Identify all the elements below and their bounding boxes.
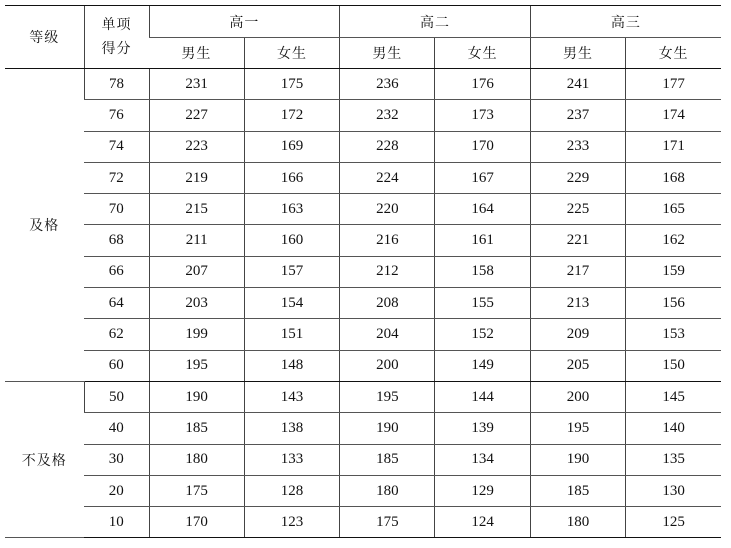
table-row — [5, 162, 721, 193]
value-cell: 209 — [530, 319, 625, 350]
value-cell: 233 — [530, 131, 625, 162]
value-cell: 227 — [149, 100, 244, 131]
header-group-grade3: 高三 — [530, 6, 721, 38]
value-cell: 180 — [530, 507, 625, 538]
score-cell: 64 — [84, 288, 149, 319]
value-cell: 236 — [340, 69, 435, 100]
value-cell: 166 — [244, 162, 339, 193]
value-cell: 138 — [244, 413, 339, 444]
score-cell: 74 — [84, 131, 149, 162]
table-row — [5, 131, 721, 162]
score-cell: 78 — [84, 69, 149, 100]
value-cell: 171 — [626, 131, 721, 162]
value-cell: 123 — [244, 507, 339, 538]
value-cell: 172 — [244, 100, 339, 131]
score-cell: 10 — [84, 507, 149, 538]
header-score-line2: 得分 — [101, 41, 132, 57]
value-cell: 144 — [435, 381, 530, 412]
score-cell: 66 — [84, 256, 149, 287]
value-cell: 130 — [626, 475, 721, 506]
value-cell: 143 — [244, 381, 339, 412]
value-cell: 199 — [149, 319, 244, 350]
value-cell: 176 — [435, 69, 530, 100]
table-row — [5, 319, 721, 350]
header-female: 女生 — [244, 38, 339, 69]
value-cell: 154 — [244, 288, 339, 319]
header-row-groups — [5, 6, 721, 38]
value-cell: 195 — [340, 381, 435, 412]
value-cell: 223 — [149, 131, 244, 162]
score-table — [5, 5, 721, 538]
table-row — [5, 381, 721, 412]
value-cell: 204 — [340, 319, 435, 350]
value-cell: 212 — [340, 256, 435, 287]
header-score — [84, 6, 149, 69]
value-cell: 134 — [435, 444, 530, 475]
table-header — [5, 6, 721, 69]
value-cell: 185 — [149, 413, 244, 444]
table-row — [5, 475, 721, 506]
table-row — [5, 100, 721, 131]
value-cell: 170 — [435, 131, 530, 162]
value-cell: 229 — [530, 162, 625, 193]
value-cell: 205 — [530, 350, 625, 381]
table-row — [5, 194, 721, 225]
value-cell: 215 — [149, 194, 244, 225]
value-cell: 221 — [530, 225, 625, 256]
value-cell: 168 — [626, 162, 721, 193]
table-row — [5, 507, 721, 538]
value-cell: 124 — [435, 507, 530, 538]
value-cell: 211 — [149, 225, 244, 256]
header-male: 男生 — [149, 38, 244, 69]
value-cell: 216 — [340, 225, 435, 256]
value-cell: 225 — [530, 194, 625, 225]
value-cell: 217 — [530, 256, 625, 287]
value-cell: 150 — [626, 350, 721, 381]
value-cell: 125 — [626, 507, 721, 538]
value-cell: 175 — [244, 69, 339, 100]
value-cell: 156 — [626, 288, 721, 319]
value-cell: 169 — [244, 131, 339, 162]
value-cell: 162 — [626, 225, 721, 256]
value-cell: 175 — [149, 475, 244, 506]
score-cell: 62 — [84, 319, 149, 350]
value-cell: 185 — [530, 475, 625, 506]
score-cell: 40 — [84, 413, 149, 444]
value-cell: 165 — [626, 194, 721, 225]
header-female: 女生 — [626, 38, 721, 69]
grade-label: 不及格 — [5, 381, 84, 537]
score-cell: 70 — [84, 194, 149, 225]
value-cell: 158 — [435, 256, 530, 287]
value-cell: 228 — [340, 131, 435, 162]
value-cell: 190 — [149, 381, 244, 412]
value-cell: 151 — [244, 319, 339, 350]
value-cell: 190 — [530, 444, 625, 475]
header-male: 男生 — [530, 38, 625, 69]
score-cell: 30 — [84, 444, 149, 475]
table-row — [5, 444, 721, 475]
score-cell: 76 — [84, 100, 149, 131]
score-cell: 68 — [84, 225, 149, 256]
value-cell: 231 — [149, 69, 244, 100]
value-cell: 185 — [340, 444, 435, 475]
value-cell: 157 — [244, 256, 339, 287]
table-row — [5, 256, 721, 287]
value-cell: 195 — [530, 413, 625, 444]
value-cell: 153 — [626, 319, 721, 350]
value-cell: 224 — [340, 162, 435, 193]
value-cell: 149 — [435, 350, 530, 381]
header-group-grade2: 高二 — [340, 6, 531, 38]
value-cell: 175 — [340, 507, 435, 538]
header-score-line1: 单项 — [101, 17, 132, 33]
table-row — [5, 350, 721, 381]
value-cell: 220 — [340, 194, 435, 225]
value-cell: 155 — [435, 288, 530, 319]
value-cell: 128 — [244, 475, 339, 506]
score-cell: 50 — [84, 381, 149, 412]
value-cell: 219 — [149, 162, 244, 193]
value-cell: 232 — [340, 100, 435, 131]
value-cell: 200 — [340, 350, 435, 381]
score-cell: 72 — [84, 162, 149, 193]
table-row — [5, 413, 721, 444]
value-cell: 161 — [435, 225, 530, 256]
value-cell: 135 — [626, 444, 721, 475]
header-female: 女生 — [435, 38, 530, 69]
value-cell: 207 — [149, 256, 244, 287]
score-cell: 60 — [84, 350, 149, 381]
value-cell: 213 — [530, 288, 625, 319]
table-row — [5, 69, 721, 100]
value-cell: 180 — [340, 475, 435, 506]
value-cell: 170 — [149, 507, 244, 538]
table-row — [5, 225, 721, 256]
header-male: 男生 — [340, 38, 435, 69]
value-cell: 152 — [435, 319, 530, 350]
header-group-grade1: 高一 — [149, 6, 340, 38]
value-cell: 160 — [244, 225, 339, 256]
value-cell: 148 — [244, 350, 339, 381]
value-cell: 140 — [626, 413, 721, 444]
value-cell: 139 — [435, 413, 530, 444]
value-cell: 177 — [626, 69, 721, 100]
value-cell: 173 — [435, 100, 530, 131]
value-cell: 190 — [340, 413, 435, 444]
value-cell: 241 — [530, 69, 625, 100]
grade-label: 及格 — [5, 69, 84, 382]
value-cell: 164 — [435, 194, 530, 225]
value-cell: 208 — [340, 288, 435, 319]
value-cell: 237 — [530, 100, 625, 131]
value-cell: 129 — [435, 475, 530, 506]
table-row — [5, 288, 721, 319]
table-body — [5, 69, 721, 538]
value-cell: 203 — [149, 288, 244, 319]
value-cell: 145 — [626, 381, 721, 412]
header-grade: 等级 — [5, 6, 84, 69]
value-cell: 200 — [530, 381, 625, 412]
value-cell: 159 — [626, 256, 721, 287]
score-cell: 20 — [84, 475, 149, 506]
value-cell: 180 — [149, 444, 244, 475]
value-cell: 174 — [626, 100, 721, 131]
value-cell: 167 — [435, 162, 530, 193]
value-cell: 195 — [149, 350, 244, 381]
value-cell: 163 — [244, 194, 339, 225]
value-cell: 133 — [244, 444, 339, 475]
